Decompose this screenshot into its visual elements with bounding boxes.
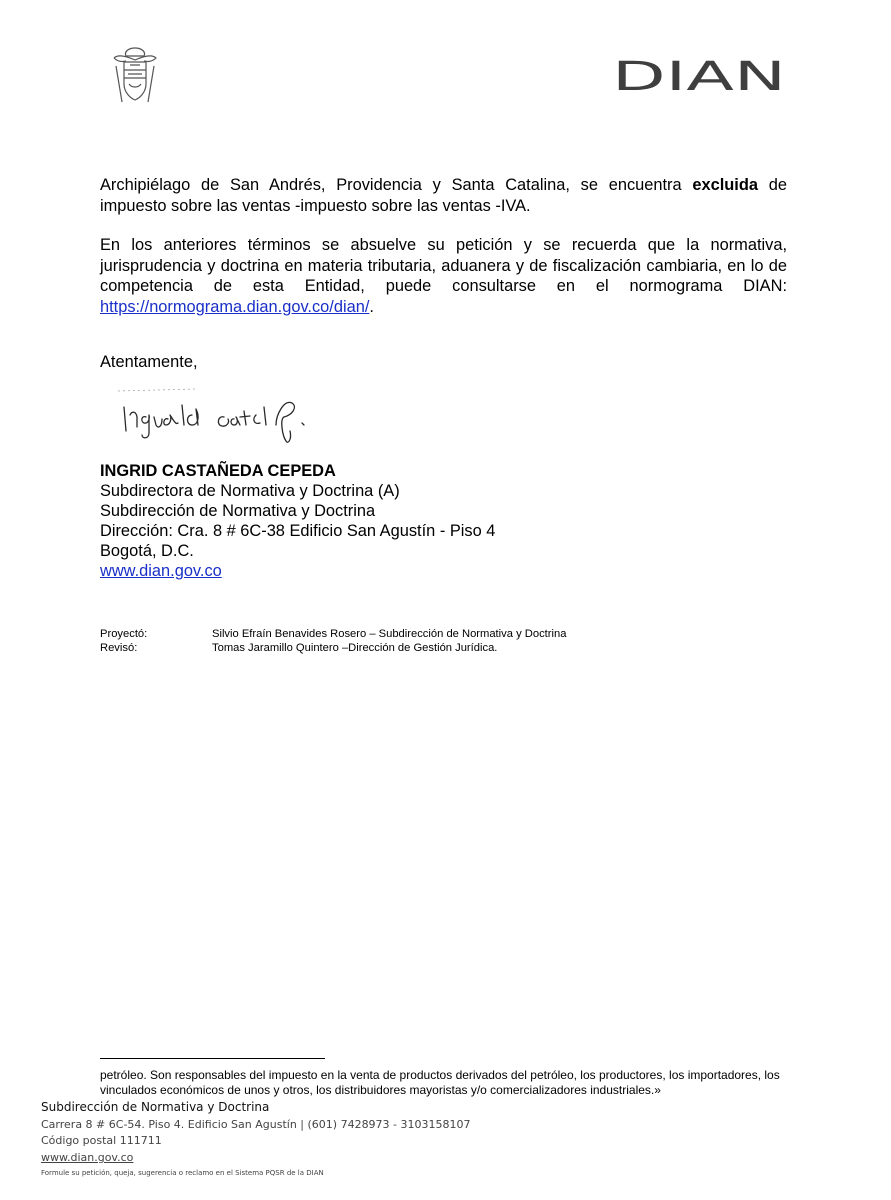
signer-address: Dirección: Cra. 8 # 6C-38 Edificio San Agustín - Piso 4 bbox=[100, 522, 496, 540]
proyecto-row bbox=[0, 628, 891, 642]
reviso-row bbox=[0, 642, 891, 656]
footer-note: Formule su petición, queja, sugerencia o reclamo en el Sistema PQSR de la DIAN bbox=[41, 1169, 324, 1177]
signer-office: Subdirección de Normativa y Doctrina bbox=[100, 502, 376, 520]
svg-text:DIAN: DIAN bbox=[612, 56, 786, 96]
paragraph-exclusion: Archipiélago de San Andrés, Providencia y Santa Catalina, se encuentra excluida de impuesto sobre las ventas -impuesto sobre las ventas -IVA. bbox=[100, 176, 787, 215]
footer-postal: Código postal 111711 bbox=[41, 1134, 162, 1147]
handwritten-signature bbox=[116, 385, 366, 445]
paragraph-normograma: En los anteriores términos se absuelve su petición y se recuerda que la normativa, jurisprudencia y doctrina en materia tributaria, aduanera y de fiscalización cambiaria, en lo de competencia de esta Entidad, puede consultarse en el normograma DIAN: https://normograma.dian.gov.co/dian/. bbox=[100, 236, 787, 316]
signer-title: Subdirectora de Normativa y Doctrina (A) bbox=[100, 482, 400, 500]
dian-website-link[interactable]: www.dian.gov.co bbox=[100, 562, 222, 580]
reviso-value: Tomas Jaramillo Quintero –Dirección de Gestión Jurídica. bbox=[212, 642, 498, 654]
reviso-label: Revisó: bbox=[100, 642, 138, 654]
coat-of-arms-icon bbox=[104, 44, 166, 106]
proyecto-label: Proyectó: bbox=[100, 628, 148, 640]
footer-title: Subdirección de Normativa y Doctrina bbox=[41, 1100, 270, 1114]
signer-name: INGRID CASTAÑEDA CEPEDA bbox=[100, 462, 336, 480]
footnote-text: petróleo. Son responsables del impuesto en la venta de productos derivados del petróleo, los productores, los importadores, los vinculados económicos de unos y otros, los distribuidores mayoristas y/o comercializadores industriales.» bbox=[100, 1068, 780, 1097]
footer-address: Carrera 8 # 6C-54. Piso 4. Edificio San Agustín | (601) 7428973 - 3103158107 bbox=[41, 1118, 471, 1131]
bold-word: excluida bbox=[692, 176, 758, 194]
normograma-link[interactable]: https://normograma.dian.gov.co/dian/ bbox=[100, 297, 370, 316]
footer-website-link[interactable]: www.dian.gov.co bbox=[41, 1151, 134, 1164]
footnote-separator bbox=[100, 1058, 325, 1059]
dian-logo bbox=[612, 56, 788, 96]
proyecto-value: Silvio Efraín Benavides Rosero – Subdirección de Normativa y Doctrina bbox=[212, 628, 567, 640]
closing: Atentamente, bbox=[100, 353, 198, 371]
signer-city: Bogotá, D.C. bbox=[100, 542, 194, 560]
